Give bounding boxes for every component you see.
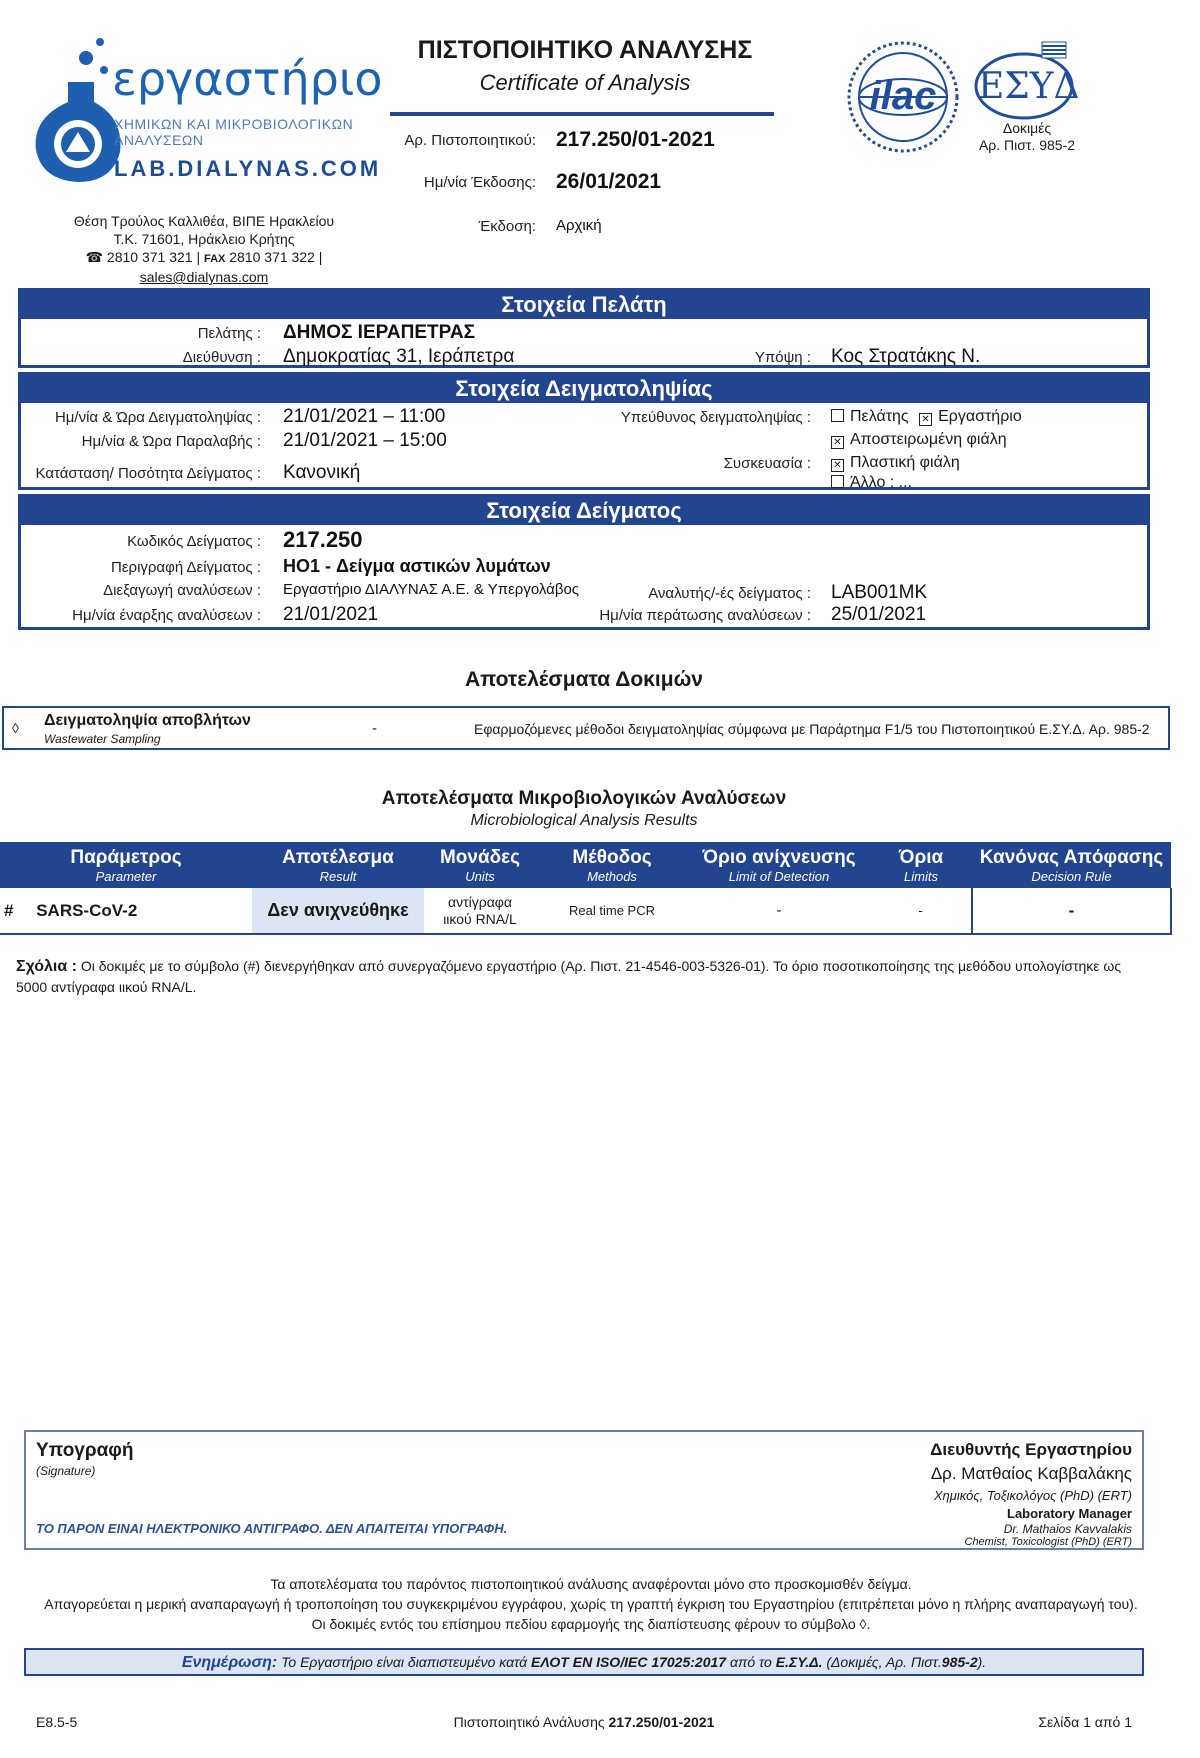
- tests-row: [2, 706, 1170, 750]
- row-symbol: #: [4, 900, 14, 920]
- fax-label: FAX: [203, 253, 226, 265]
- checkbox-client[interactable]: [831, 409, 844, 422]
- opt-lab: Εργαστήριο: [938, 408, 1022, 425]
- start-label: Ημ/νία έναρξης αναλύσεων :: [72, 607, 261, 624]
- ilac-text: ilac: [869, 74, 937, 118]
- container-label: Συσκευασία :: [723, 455, 811, 472]
- start-date: 21/01/2021: [283, 604, 379, 625]
- tests-heading: Αποτελέσματα Δοκιμών: [464, 668, 703, 691]
- esyd-text: ΕΣΥΔ: [978, 66, 1080, 107]
- receipt-dt-label: Ημ/νία & Ώρα Παραλαβής :: [81, 433, 261, 450]
- col-result: Αποτέλεσμα Result: [282, 846, 394, 884]
- issue-date: 26/01/2021: [556, 170, 662, 193]
- tests-row-text: Εφαρμοζόμενες μέθοδοι δειγματοληψίας σύμφωνα με Παράρτημα F1/5 του Πιστοποιητικού Ε.ΣΥ.Δ. Αρ. 985-2: [474, 721, 1150, 737]
- row-units: αντίγραφα ιικού RNA/L: [443, 893, 517, 927]
- esyd-logo: [974, 40, 1078, 120]
- address-line-2: Τ.Κ. 71601, Ηράκλειο Κρήτης: [113, 231, 295, 247]
- sample-section: [18, 494, 1150, 630]
- checkbox-lab[interactable]: ✕: [919, 413, 932, 426]
- row-method: Real time PCR: [569, 903, 655, 918]
- end-label: Ημ/νία περάτωσης αναλύσεων :: [599, 607, 811, 624]
- client-section-title: Στοιχεία Πελάτη: [21, 291, 1147, 319]
- row-parameter: SARS-CoV-2: [36, 900, 138, 920]
- signature-title: Υπογραφή: [36, 1440, 134, 1461]
- client-section: [18, 288, 1150, 368]
- disclaimer: [16, 1574, 1166, 1634]
- condition: Κανονική: [283, 462, 361, 483]
- sampling-dt: 21/01/2021 – 11:00: [283, 406, 446, 427]
- micro-table-header: [0, 842, 1171, 888]
- col-lod: Όριο ανίχνευσης Limit of Detection: [702, 846, 856, 884]
- sampling-section-title: Στοιχεία Δειγματοληψίας: [21, 375, 1147, 403]
- checkbox-other[interactable]: [831, 475, 844, 488]
- document-title: ΠΙΣΤΟΠΟΙΗΤΙΚΟ ΑΝΑΛΥΣΗΣ: [417, 36, 753, 64]
- footer-cert-no: 217.250/01-2021: [608, 1714, 715, 1730]
- ilac-logo: [846, 40, 960, 154]
- desc-label: Περιγραφή Δείγματος :: [111, 559, 261, 576]
- option-other: Άλλο : ...: [831, 474, 912, 492]
- conduct: Εργαστήριο ΔΙΑΛΥΝΑΣ Α.Ε. & Υπεργολάβος: [283, 581, 580, 598]
- col-decision-rule: Κανόνας Απόφασης Decision Rule: [979, 846, 1164, 884]
- sample-section-title: Στοιχεία Δείγματος: [21, 497, 1147, 525]
- disclaimer-line-2: Απαγορεύεται η μερική αναπαραγωγή ή τροποποίηση του συγκεκριμένου εγγράφου, χωρίς τη γραπτή έγκριση του Εργαστηρίου (επιτρέπεται μόνο η πλήρης αναπαραγωγή του).: [44, 1596, 1138, 1612]
- edition-label: Έκδοση:: [478, 218, 536, 235]
- signature-title-en: (Signature): [36, 1464, 96, 1478]
- col-units: Μονάδες Units: [439, 846, 521, 884]
- address-line-1: Θέση Τρούλος Καλλιθέα, ΒΙΠΕ Ηρακλείου: [73, 213, 335, 229]
- analyst-label: Αναλυτής/-ές δείγματος :: [648, 585, 811, 602]
- option-plastic: ✕ Πλαστική φιάλη: [831, 454, 960, 472]
- option-sterile: ✕ Αποστειρωμένη φιάλη: [831, 431, 1007, 449]
- manager-title-en: Laboratory Manager: [1007, 1506, 1132, 1521]
- accreditation-line-1: Δοκιμές: [1002, 120, 1052, 136]
- opt-client: Πελάτης: [850, 408, 909, 425]
- director-role: Χημικός, Τοξικολόγος (PhD) (ERT): [933, 1488, 1132, 1503]
- phone-icon: ☎: [85, 249, 104, 265]
- sample-code: 217.250: [283, 527, 363, 552]
- col-method: Μέθοδος Methods: [572, 846, 652, 884]
- address-label: Διεύθυνση :: [182, 349, 261, 366]
- row-limits: -: [870, 888, 972, 934]
- lab-subtitle-1: ΧΗΜΙΚΩΝ ΚΑΙ ΜΙΚΡΟΒΙΟΛΟΓΙΚΩΝ: [114, 116, 354, 132]
- info-label: Ενημέρωση:: [181, 1654, 278, 1671]
- client-label: Πελάτης :: [197, 325, 261, 342]
- checkbox-sterile[interactable]: ✕: [831, 436, 844, 449]
- checkbox-plastic[interactable]: ✕: [831, 459, 844, 472]
- disclaimer-line-3: Οι δοκιμές εντός του επίσημου πεδίου εφαρμογής της διαπίστευσης φέρουν το σύμβολο ◊.: [311, 1616, 871, 1632]
- comments-text: Οι δοκιμές με το σύμβολο (#) διενεργήθηκαν από συνεργαζόμενο εργαστήριο (Αρ. Πιστ. 21-4546-003-5326-01). Το όριο ποσοτικοποίησης της μεθόδου υπολογίστηκε ως 5000 αντίγραφα ιικού RNA/L.: [16, 958, 1122, 995]
- cert-no-label: Αρ. Πιστοποιητικού:: [404, 132, 536, 149]
- micro-heading: Αποτελέσματα Μικροβιολογικών Αναλύσεων: [381, 788, 787, 809]
- accredited-symbol: ◊: [12, 720, 19, 736]
- lab-website[interactable]: LAB.DIALYNAS.COM: [114, 156, 382, 181]
- manager-role-en: Chemist, Toxicologist (PhD) (ERT): [964, 1536, 1132, 1548]
- footer-center: [0, 1714, 1168, 1730]
- cert-no: 217.250/01-2021: [556, 128, 715, 151]
- footer-center-label: Πιστοποιητικό Ανάλυσης: [453, 1714, 605, 1730]
- comments-label: Σχόλια :: [16, 958, 77, 975]
- responsible-options: [831, 408, 1022, 426]
- comments: [16, 956, 1146, 997]
- electronic-copy-notice: ΤΟ ΠΑΡΟΝ ΕΙΝΑΙ ΗΛΕΚΤΡΟΝΙΚΟ ΑΝΤΙΓΡΑΦΟ. ΔΕΝ ΑΠΑΙΤΕΙΤΑΙ ΥΠΟΓΡΑΦΗ.: [36, 1521, 508, 1536]
- row-decision-rule: -: [972, 888, 1171, 934]
- receipt-dt: 21/01/2021 – 15:00: [283, 430, 447, 451]
- col-limits: Όρια Limits: [898, 846, 944, 884]
- director-name: Δρ. Ματθαίος Καββαλάκης: [930, 1464, 1132, 1483]
- lab-logo: [20, 22, 383, 182]
- conduct-label: Διεξαγωγή αναλύσεων :: [103, 582, 261, 599]
- lab-name: εργαστήριο: [112, 52, 383, 106]
- sampling-section: [18, 372, 1150, 490]
- end-date: 25/01/2021: [831, 604, 927, 625]
- info-bar: Ενημέρωση: Το Εργαστήριο είναι διαπιστευμένο κατά ΕΛΟΤ EN ISO/IEC 17025:2017 από το Ε.ΣΥ.Δ. (Δοκιμές, Αρ. Πιστ.985-2).: [24, 1648, 1144, 1676]
- tests-row-dash: -: [372, 720, 377, 737]
- signature-box: [24, 1430, 1144, 1550]
- condition-label: Κατάσταση/ Ποσότητα Δείγματος :: [35, 465, 261, 482]
- col-parameter: Παράμετρος Parameter: [70, 846, 182, 884]
- email-link[interactable]: sales@dialynas.com: [139, 269, 269, 285]
- fax: 2810 371 322: [229, 249, 315, 265]
- lab-address: [24, 212, 384, 286]
- document-title-en: Certificate of Analysis: [479, 70, 691, 95]
- client-address: Δημοκρατίας 31, Ιεράπετρα: [283, 346, 515, 367]
- issue-date-label: Ημ/νία Έκδοσης:: [423, 174, 536, 191]
- tests-row-subtitle: Wastewater Sampling: [44, 732, 161, 746]
- sample-desc: HO1 - Δείγμα αστικών λυμάτων: [283, 556, 551, 576]
- contact-line: ☎ 2810 371 321 | FAX 2810 371 322 | sales@dialynas.com: [85, 249, 323, 285]
- attention: Κος Στρατάκης Ν.: [831, 346, 981, 367]
- accreditation-line-2: Αρ. Πιστ. 985-2: [978, 137, 1076, 153]
- sampling-dt-label: Ημ/νία & Ώρα Δειγματοληψίας :: [54, 409, 261, 426]
- analyst: LAB001MK: [831, 582, 928, 603]
- phone: 2810 371 321: [106, 249, 193, 265]
- manager-name-en: Dr. Mathaios Kavvalakis: [1003, 1522, 1132, 1536]
- micro-heading-en: Microbiological Analysis Results: [470, 812, 698, 829]
- title-underline: [390, 112, 774, 116]
- responsible-label: Υπεύθυνος δειγματοληψίας :: [620, 409, 811, 426]
- footer-page: Σελίδα 1 από 1: [1038, 1714, 1132, 1730]
- row-result: Δεν ανιχνεύθηκε: [252, 888, 424, 934]
- tests-row-title: Δειγματοληψία αποβλήτων: [44, 712, 251, 729]
- table-row: [0, 888, 1171, 934]
- client-name: ΔΗΜΟΣ ΙΕΡΑΠΕΤΡΑΣ: [283, 322, 475, 343]
- lab-subtitle-2: ΑΝΑΛΥΣΕΩΝ: [114, 132, 204, 148]
- disclaimer-line-1: Τα αποτελέσματα του παρόντος πιστοποιητικού ανάλυσης αναφέρονται μόνο στο προσκομισθέν δείγμα.: [270, 1576, 912, 1592]
- micro-table: [0, 842, 1172, 935]
- director-title: Διευθυντής Εργαστηρίου: [930, 1440, 1132, 1459]
- edition: Αρχική: [556, 217, 602, 234]
- attention-label: Υπόψη :: [754, 349, 811, 366]
- footer-code: E8.5-5: [36, 1714, 78, 1730]
- row-lod: -: [776, 902, 782, 919]
- code-label: Κωδικός Δείγματος :: [127, 533, 261, 550]
